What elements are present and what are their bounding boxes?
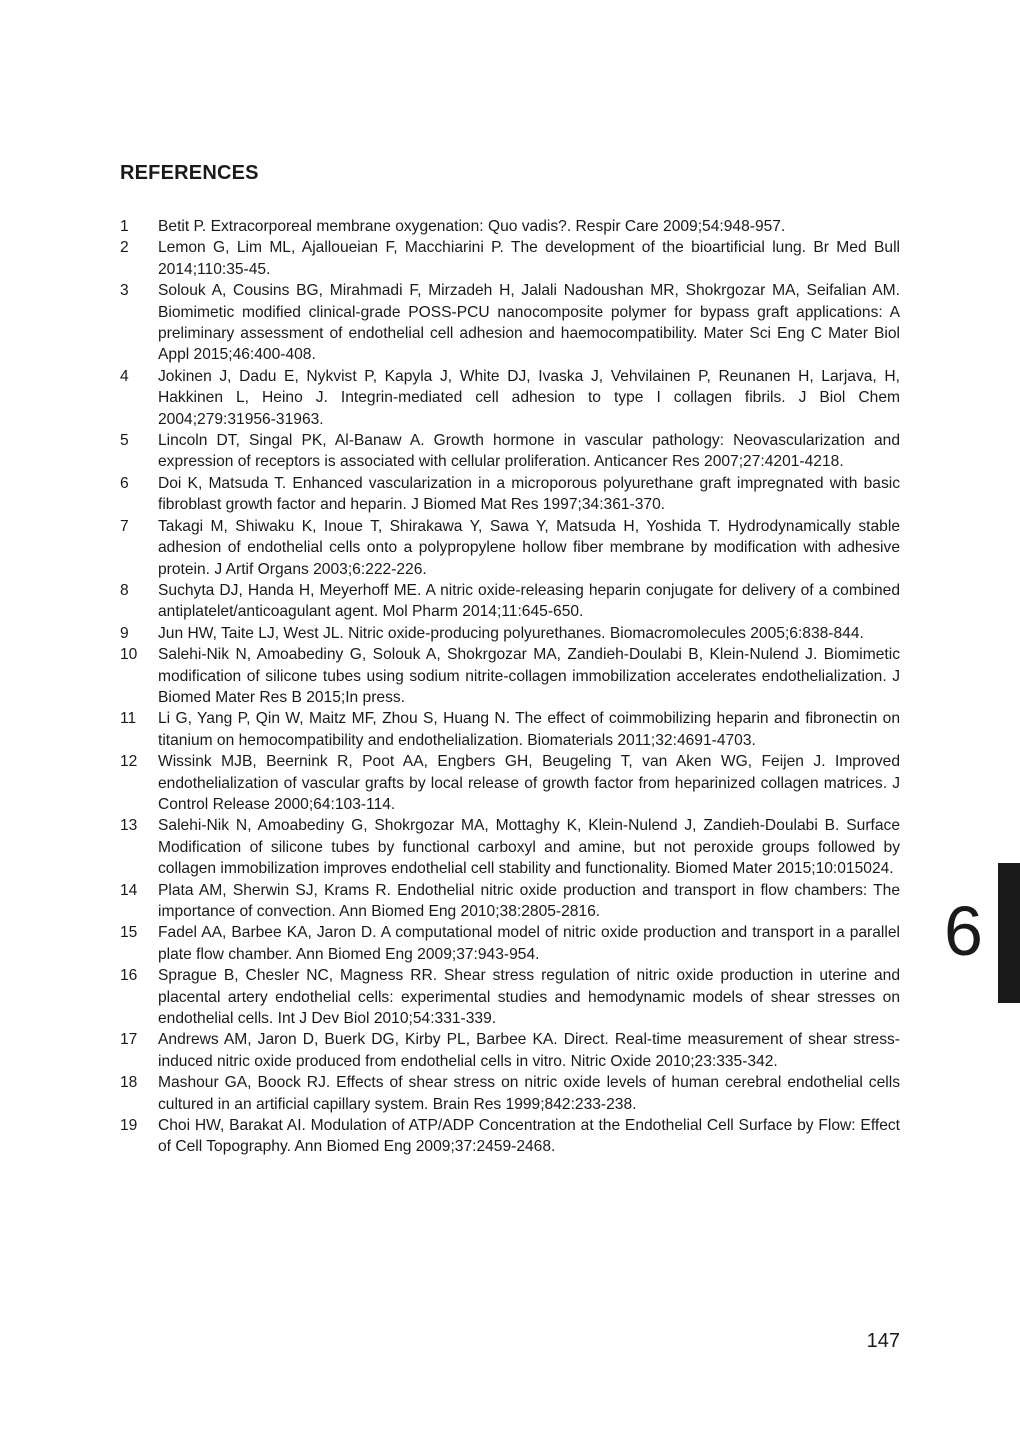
reference-item	[120, 580, 900, 623]
reference-text: Suchyta DJ, Handa H, Meyerhoff ME. A nitric oxide-releasing heparin conjugate for delivery of a combined antiplatelet/anticoagulant agent. Mol Pharm 2014;11:645-650.	[158, 581, 900, 621]
reference-text: Fadel AA, Barbee KA, Jaron D. A computational model of nitric oxide production and transport in a parallel plate flow chamber. Ann Biomed Eng 2009;37:943-954.	[158, 924, 900, 963]
reference-text: Andrews AM, Jaron D, Buerk DG, Kirby PL, Barbee KA. Direct. Real-time measurement of shear stress-induced nitric oxide produced from endothelial cells in vitro. Nitric Oxide 2010;23:335-342.	[158, 1031, 900, 1070]
reference-number: 6	[120, 474, 129, 492]
reference-item	[120, 623, 900, 644]
reference-number: 11	[120, 710, 137, 728]
reference-number: 3	[120, 282, 129, 300]
reference-number: 2	[120, 239, 129, 257]
reference-item	[120, 815, 900, 879]
reference-text: Plata AM, Sherwin SJ, Krams R. Endothelial nitric oxide production and transport in flow chambers: The importance of convection. Ann Biomed Eng 2010;38:2805-2816.	[158, 881, 900, 920]
reference-list	[120, 216, 900, 1158]
reference-text: Betit P. Extracorporeal membrane oxygenation: Quo vadis?. Respir Care 2009;54:948-957.	[158, 218, 786, 235]
reference-item	[120, 880, 900, 923]
reference-number: 9	[120, 624, 129, 642]
reference-text: Doi K, Matsuda T. Enhanced vascularization in a microporous polyurethane graft impregnated with basic fibroblast growth factor and heparin. J Biomed Mat Res 1997;34:361-370.	[158, 474, 900, 514]
reference-number: 8	[120, 581, 129, 599]
page-number: 147	[866, 1330, 900, 1352]
reference-text: Sprague B, Chesler NC, Magness RR. Shear stress regulation of nitric oxide production in uterine and placental artery endothelial cells: experimental studies and hemodynamic models of shear stresses on endothelial cells. Int J Dev Biol 2010;54:331-339.	[158, 967, 900, 1028]
page-title: REFERENCES	[120, 162, 259, 184]
reference-item	[120, 708, 900, 751]
reference-item	[120, 922, 900, 965]
reference-text: Li G, Yang P, Qin W, Maitz MF, Zhou S, Huang N. The effect of coimmobilizing heparin and fibronectin on titanium on hemocompatibility and endothelialization. Biomaterials 2011;32:4691-4703.	[158, 710, 900, 749]
chapter-tab-bar	[998, 863, 1020, 1003]
chapter-number: 6	[944, 892, 983, 970]
reference-number: 4	[120, 367, 129, 385]
reference-number: 18	[120, 1074, 138, 1092]
reference-text: Lemon G, Lim ML, Ajalloueian F, Macchiarini P. The development of the bioartificial lung. Br Med Bull 2014;110:35-45.	[158, 239, 900, 278]
reference-item	[120, 473, 900, 516]
reference-item	[120, 216, 900, 237]
reference-item	[120, 965, 900, 1029]
reference-number: 16	[120, 967, 138, 985]
reference-text: Jokinen J, Dadu E, Nykvist P, Kapyla J, White DJ, Ivaska J, Vehvilainen P, Reunanen H, Larjava, H, Hakkinen L, Heino J. Integrin-mediated cell adhesion to type I collagen fibrils. J Biol Chem 2004;279:31956-31963.	[158, 367, 900, 428]
reference-text: Salehi-Nik N, Amoabediny G, Solouk A, Shokrgozar MA, Zandieh-Doulabi B, Klein-Nulend J. Biomimetic modification of silicone tubes using sodium nitrite-collagen immobilization accelerates endothelialization. J Biomed Mater Res B 2015;In press.	[158, 646, 900, 706]
reference-item	[120, 280, 900, 366]
reference-text: Choi HW, Barakat AI. Modulation of ATP/ADP Concentration at the Endothelial Cell Surface by Flow: Effect of Cell Topography. Ann Biomed Eng 2009;37:2459-2468.	[158, 1117, 900, 1156]
reference-item	[120, 644, 900, 708]
reference-item	[120, 1072, 900, 1115]
reference-number: 12	[120, 753, 138, 771]
reference-item	[120, 1029, 900, 1072]
reference-text: Mashour GA, Boock RJ. Effects of shear stress on nitric oxide levels of human cerebral endothelial cells cultured in an artificial capillary system. Brain Res 1999;842:233-238.	[158, 1074, 900, 1113]
reference-number: 17	[120, 1031, 138, 1049]
reference-text: Solouk A, Cousins BG, Mirahmadi F, Mirzadeh H, Jalali Nadoushan MR, Shokrgozar MA, Seifalian AM. Biomimetic modified clinical-grade POSS-PCU nanocomposite polymer for bypass graft applications: A preliminary assessment of endothelial cell adhesion and haemocompatibility. Mater Sci Eng C Mater Biol Appl 2015;46:400-408.	[158, 282, 900, 364]
reference-text: Wissink MJB, Beernink R, Poot AA, Engbers GH, Beugeling T, van Aken WG, Feijen J. Improved endothelialization of vascular grafts by local release of growth factor from heparinized collagen matrices. J Control Release 2000;64:103-114.	[158, 753, 900, 813]
reference-item	[120, 366, 900, 430]
reference-number: 5	[120, 432, 129, 450]
reference-number: 19	[120, 1117, 138, 1135]
reference-text: Takagi M, Shiwaku K, Inoue T, Shirakawa Y, Sawa Y, Matsuda H, Yoshida T. Hydrodynamically stable adhesion of endothelial cells onto a polypropylene hollow fiber membrane by modification with adhesive protein. J Artif Organs 2003;6:222-226.	[158, 517, 900, 578]
reference-number: 13	[120, 817, 138, 835]
reference-item	[120, 430, 900, 473]
reference-item	[120, 516, 900, 580]
reference-text: Salehi-Nik N, Amoabediny G, Shokrgozar MA, Mottaghy K, Klein-Nulend J, Zandieh-Doulabi B. Surface Modification of silicone tubes by functional carboxyl and amine, but not peroxide groups followed by collagen immobilization improves endothelial cell stability and functionality. Biomed Mater 2015;10:015024.	[158, 817, 900, 878]
reference-number: 1	[120, 218, 129, 235]
reference-text: Lincoln DT, Singal PK, Al-Banaw A. Growth hormone in vascular pathology: Neovascularization and expression of receptors is associated with cellular proliferation. Anticancer Res 2007;27:4201-4218.	[158, 432, 900, 471]
reference-item	[120, 1115, 900, 1158]
reference-item	[120, 237, 900, 280]
reference-item	[120, 751, 900, 815]
reference-number: 10	[120, 646, 138, 664]
reference-text: Jun HW, Taite LJ, West JL. Nitric oxide-producing polyurethanes. Biomacromolecules 2005;6:838-844.	[158, 624, 864, 642]
reference-number: 14	[120, 881, 138, 899]
reference-number: 15	[120, 924, 138, 942]
reference-number: 7	[120, 517, 129, 535]
